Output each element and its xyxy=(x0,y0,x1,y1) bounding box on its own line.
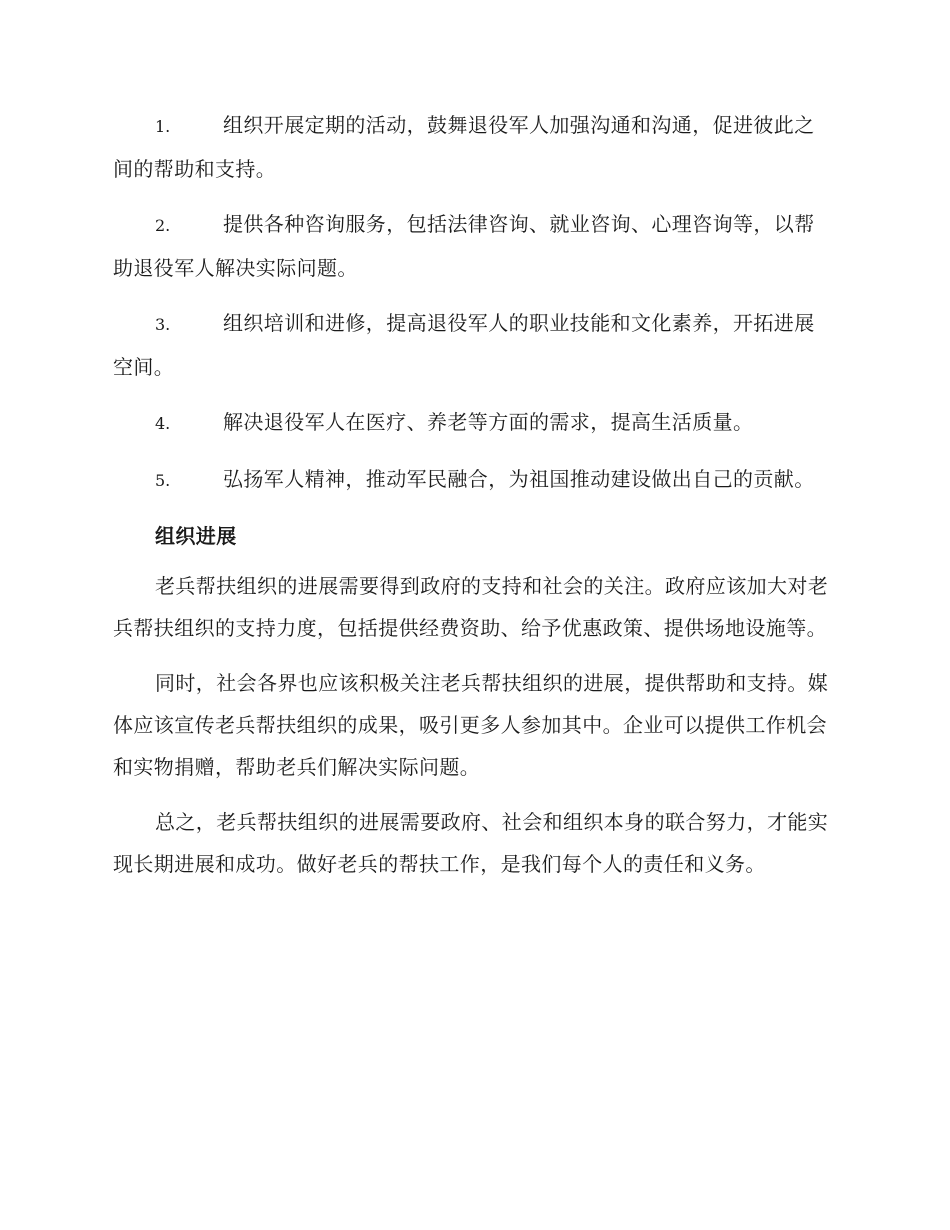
list-text-2: 提供各种咨询服务，包括法律咨询、就业咨询、心理咨询等，以帮助退役军人解决实际问题。 xyxy=(113,212,815,280)
list-text-5: 弘扬军人精神，推动军民融合，为祖国推动建设做出自己的贡献。 xyxy=(223,467,815,491)
list-text-4: 解决退役军人在医疗、养老等方面的需求，提高生活质量。 xyxy=(223,410,754,434)
list-number-1: 1. xyxy=(155,117,171,136)
document-body xyxy=(113,104,833,898)
list-item-4 xyxy=(113,401,833,445)
list-number-2: 2. xyxy=(155,216,171,235)
list-text-3: 组织培训和进修，提高退役军人的职业技能和文化素养，开拓进展空间。 xyxy=(113,311,815,379)
list-number-4: 4. xyxy=(155,414,171,433)
section-heading: 组织进展 xyxy=(155,524,237,548)
paragraph-1: 老兵帮扶组织的进展需要得到政府的支持和社会的关注。政府应该加大对老兵帮扶组织的支持力度，包括提供经费资助、给予优惠政策、提供场地设施等。 xyxy=(113,574,829,640)
list-item-3 xyxy=(113,302,833,388)
list-text-1: 组织开展定期的活动，鼓舞退役军人加强沟通和沟通，促进彼此之间的帮助和支持。 xyxy=(113,113,815,181)
list-item-1 xyxy=(113,104,833,190)
list-item-5 xyxy=(113,458,833,502)
list-number-5: 5. xyxy=(155,471,171,490)
list-item-2 xyxy=(113,203,833,289)
paragraph-3: 总之，老兵帮扶组织的进展需要政府、社会和组织本身的联合努力，才能实现长期进展和成功。做好老兵的帮扶工作，是我们每个人的责任和义务。 xyxy=(113,810,829,876)
paragraph-2: 同时，社会各界也应该积极关注老兵帮扶组织的进展，提供帮助和支持。媒体应该宣传老兵帮扶组织的成果，吸引更多人参加其中。企业可以提供工作机会和实物捐赠，帮助老兵们解决实际问题。 xyxy=(113,671,829,779)
list-number-3: 3. xyxy=(155,315,171,334)
